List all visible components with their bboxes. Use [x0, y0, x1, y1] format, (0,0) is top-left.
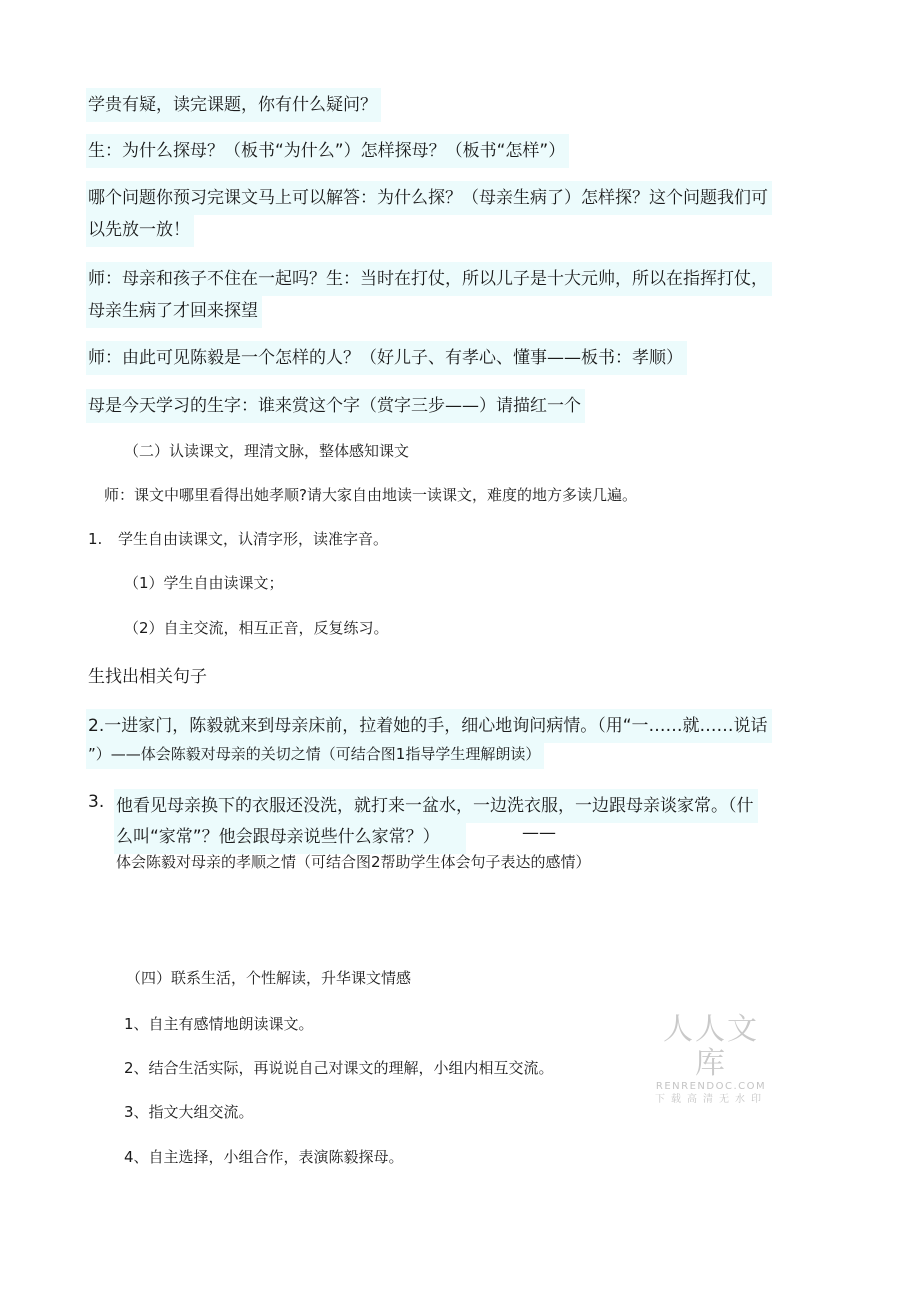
sub-item-1: （1）学生自由读课文；	[124, 574, 284, 592]
list-text: 学生自由读课文，认清字形，读准字音。	[118, 530, 389, 548]
text-line-8: 师：课文中哪里看得出她孝顺?请大家自由地读一读课文，难度的地方多读几遍。	[104, 486, 637, 504]
text-line-2: 生：为什么探母？（板书“为什么”）怎样探母？（板书“怎样”）	[86, 134, 569, 168]
list-number-3: 3.	[88, 792, 105, 812]
list-item-4-2: 2、结合生活实际，再说说自己对课文的理解，小组内相互交流。	[124, 1059, 554, 1077]
section-heading-4: （四）联系生活，个性解读，升华课文情感	[126, 969, 412, 987]
list-item-4-4: 4、自主选择，小组合作，表演陈毅探母。	[124, 1148, 404, 1166]
sub-item-2: （2）自主交流，相互正音，反复练习。	[124, 619, 389, 637]
text-line-3a: 哪个问题你预习完课文马上可以解答：为什么探？（母亲生病了）怎样探？这个问题我们可	[86, 181, 772, 215]
text-line-13a: 2.一进家门，陈毅就来到母亲床前，拉着她的手，细心地询问病情。（用“一……就……说话	[86, 709, 772, 743]
text-line-13b: ”）——体会陈毅对母亲的关切之情（可结合图1指导学生理解朗读）	[86, 739, 544, 769]
text-line-4b: 母亲生病了才回来探望	[86, 294, 262, 328]
text-line-1: 学贵有疑，读完课题，你有什么疑问？	[86, 88, 381, 122]
text-line-14b: 么叫“家常”？他会跟母亲说些什么家常？）	[114, 820, 466, 854]
watermark-logo	[648, 1013, 774, 1107]
watermark-url: RENRENDOC.COM	[655, 1081, 767, 1092]
list-number: 1.	[88, 530, 103, 548]
text-line-5: 师：由此可见陈毅是一个怎样的人？（好儿子、有孝心、懂事——板书：孝顺）	[86, 341, 687, 375]
text-dash: ——	[522, 823, 556, 843]
text-line-6: 母是今天学习的生字：谁来赏这个字（赏字三步——）请描红一个	[86, 389, 585, 423]
text-line-4a: 师：母亲和孩子不住在一起吗？生：当时在打仗，所以儿子是十大元帅，所以在指挥打仗，	[86, 262, 772, 296]
watermark-title: 人人文库	[663, 1012, 759, 1081]
text-line-12: 生找出相关句子	[88, 667, 207, 687]
text-line-14a: 他看见母亲换下的衣服还没洗，就打来一盆水，一边洗衣服，一边跟母亲谈家常。（什	[114, 789, 758, 823]
watermark-subtitle: 下载高清无水印	[655, 1094, 767, 1105]
text-line-3b: 以先放一放！	[86, 213, 194, 247]
text-line-14d: 体会陈毅对母亲的孝顺之情（可结合图2帮助学生体会句子表达的感情）	[116, 853, 591, 871]
list-item-1	[88, 528, 388, 550]
list-item-4-3: 3、指文大组交流。	[124, 1103, 254, 1121]
list-item-4-1: 1、自主有感情地朗读课文。	[124, 1015, 314, 1033]
section-heading-2: （二）认读课文，理清文脉，整体感知课文	[124, 442, 410, 460]
